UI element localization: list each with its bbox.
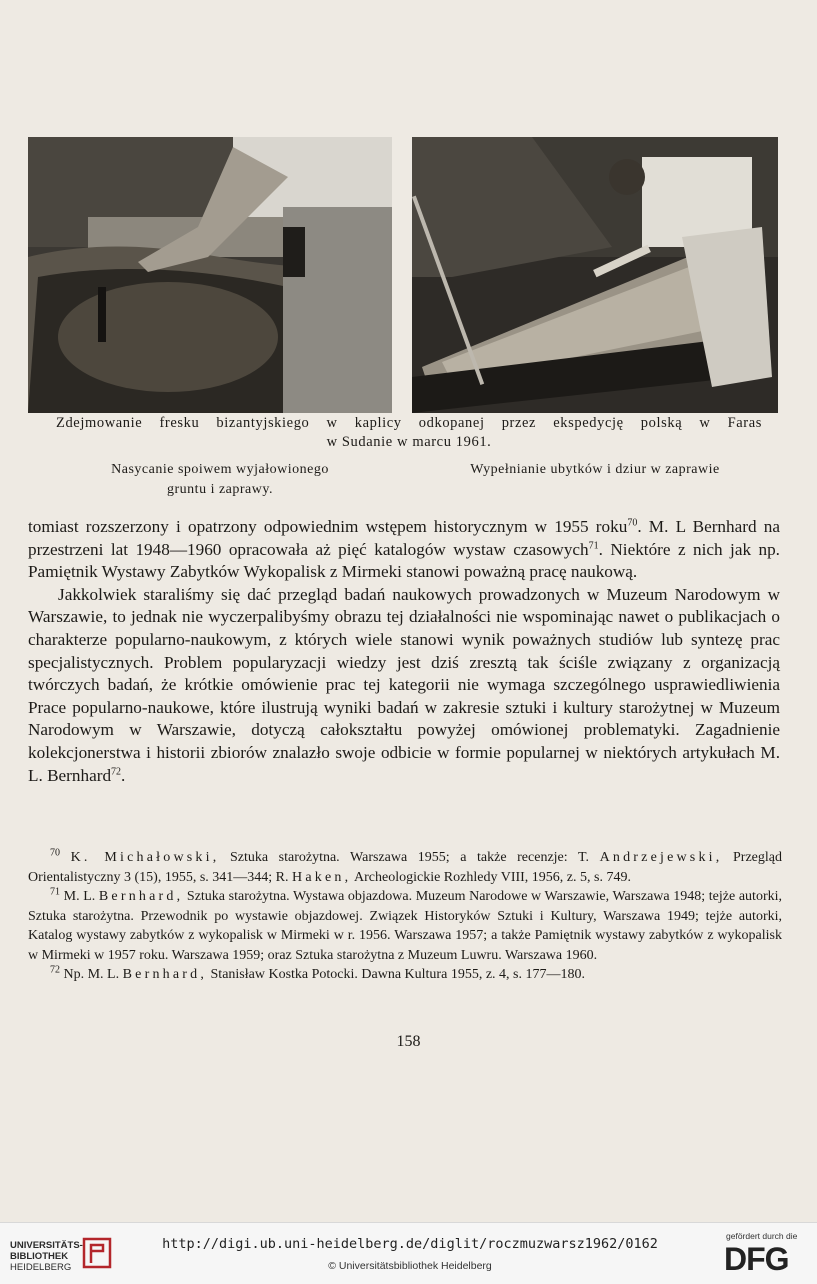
paragraph-1-part-b: . M. L Bernhard na przestrzeni lat 1948—1960 opracowała aż pięć katalogów wystaw czasowych — [28, 517, 780, 559]
permalink-url[interactable]: http://digi.ub.uni-heidelberg.de/diglit/roczmuzwarsz1962/0162 — [162, 1236, 658, 1252]
library-logo-icon[interactable] — [82, 1237, 112, 1269]
paragraph-2-end: . — [121, 765, 126, 785]
paragraph-1 — [28, 516, 780, 584]
footnote-ref-72: 72 — [111, 765, 122, 777]
paragraph-2-text: Jakkolwiek staraliśmy się dać przegląd badań naukowych prowadzonych w Muzeum Narodowym w Warszawie, to jednak nie wyczerpalibyśmy obrazu tej działalności nie wspominając nawet o publikacjach o charakterze popularno-naukowym, z których wiele stanowi wynik poważnych studiów lub syntezę prac specjalistycznych. Problem popularyzacji wiedzy jest dziś zresztą tak ściśle związany z organizacją twórczych badań, że krótkie omówienie prac tej kategorii nie wymaga szczególnego usprawiedliwienia Prace popularno-naukowe, które ilustrują wyniki badań w zakresie sztuki i kultury starożytnej w Muzeum Narodowym w Warszawie, dotyczą całokształtu powyżej omówionej problematyki. Zagadnienie kolekcjonerstwa i historii zbiorów znalazło swoje odbicie w formie popularnej w niektórych artykułach M. L. Bernhard — [28, 584, 780, 785]
footnote-71 — [28, 887, 782, 965]
footnote-ref-71: 71 — [588, 539, 599, 551]
footnote-71-number: 71 — [50, 886, 60, 898]
photo-left-illustration — [28, 137, 392, 413]
body-text — [28, 516, 780, 787]
caption-left — [70, 460, 370, 500]
footnote-70-part-a: Sztuka starożytna. Warszawa 1955; a także recenzje: T. — [219, 850, 600, 865]
caption-line-1: Zdejmowanie fresku bizantyjskiego w kaplicy odkopanej przez ekspedycję polską w Faras — [56, 415, 762, 431]
funded-by-label: gefördert durch die — [726, 1231, 798, 1241]
caption-right: Wypełnianie ubytków i dziur w zaprawie — [470, 462, 720, 477]
footnote-70-part-b: Przegląd Orientalistyczny 3 (15), 1955, s. 341—344; R. — [28, 850, 782, 885]
library-logo-text[interactable] — [10, 1240, 83, 1273]
page-number: 158 — [396, 1033, 421, 1050]
footnote-72-number: 72 — [50, 964, 60, 976]
photo-fresco-filling — [412, 137, 778, 413]
footnote-70-author-3: Haken, — [292, 869, 352, 885]
photo-caption — [56, 414, 762, 452]
caption-line-2: w Sudanie w marcu 1961. — [326, 434, 492, 450]
footer-bar — [0, 1222, 817, 1284]
caption-left-line-2: gruntu i zaprawy. — [167, 482, 273, 497]
footnote-ref-70: 70 — [627, 517, 638, 529]
footnote-71-author: Bernhard, — [98, 889, 184, 904]
footnote-70-author: K. Michałowski, — [70, 850, 220, 865]
copyright-notice: © Universitätsbibliothek Heidelberg — [328, 1260, 492, 1272]
dfg-logo[interactable]: DFG — [724, 1241, 789, 1277]
caption-left-line-1: Nasycanie spoiwem wyjałowionego — [111, 462, 329, 477]
photo-right-illustration — [412, 137, 778, 413]
footnote-70-author-2: Andrzejewski, — [599, 850, 723, 865]
footnote-72-part-b: Stanisław Kostka Potocki. Dawna Kultura 1955, z. 4, s. 177—180. — [207, 967, 585, 982]
footnote-71-part-b: Sztuka starożytna. Wystawa objazdowa. Muzeum Narodowe w Warszawie, Warszawa 1948; tejże autorki, Sztuka starożytna. Przewodnik po wystawie objazdowej. Związek Historyków Sztuki i Kultury, Warszawa 1949; tejże autorki, Katalog wystawy zabytków z wykopalisk w Mirmeki w r. 1956. Warszawa 1957; a także Pamiętnik wystawy zabytków z wykopalisk w Mirmeki w 1957 roku. Warszawa 1959; oraz Sztuka starożytna z Muzeum Luwru. Warszawa 1960. — [28, 889, 782, 963]
footnote-72-author: Bernhard, — [122, 967, 208, 982]
footnotes — [28, 848, 782, 985]
library-name-line-1: UNIVERSITÄTS- — [10, 1240, 83, 1251]
footnote-70-part-c: Archeologickie Rozhledy VIII, 1956, z. 5, s. 749. — [351, 869, 631, 885]
footnote-72 — [28, 965, 782, 985]
paragraph-1-part-a: tomiast rozszerzony i opatrzony odpowiednim wstępem historycznym w 1955 roku — [28, 517, 628, 536]
paragraph-1-part-c: . Niektóre z nich jak np. Pamiętnik Wystawy Zabytków Wykopalisk z Mirmeki stanowi poważną pracę naukową. — [28, 539, 780, 582]
paragraph-2 — [28, 584, 780, 787]
library-name-line-3: HEIDELBERG — [10, 1262, 72, 1273]
footnote-71-part-a: M. L. — [60, 889, 99, 904]
photo-fresco-saturating — [28, 137, 392, 413]
footnote-70 — [28, 848, 782, 887]
library-name-line-2: BIBLIOTHEK — [10, 1251, 69, 1262]
footnote-70-number: 70 — [50, 847, 60, 859]
footnote-72-part-a: Np. M. L. — [60, 967, 123, 982]
